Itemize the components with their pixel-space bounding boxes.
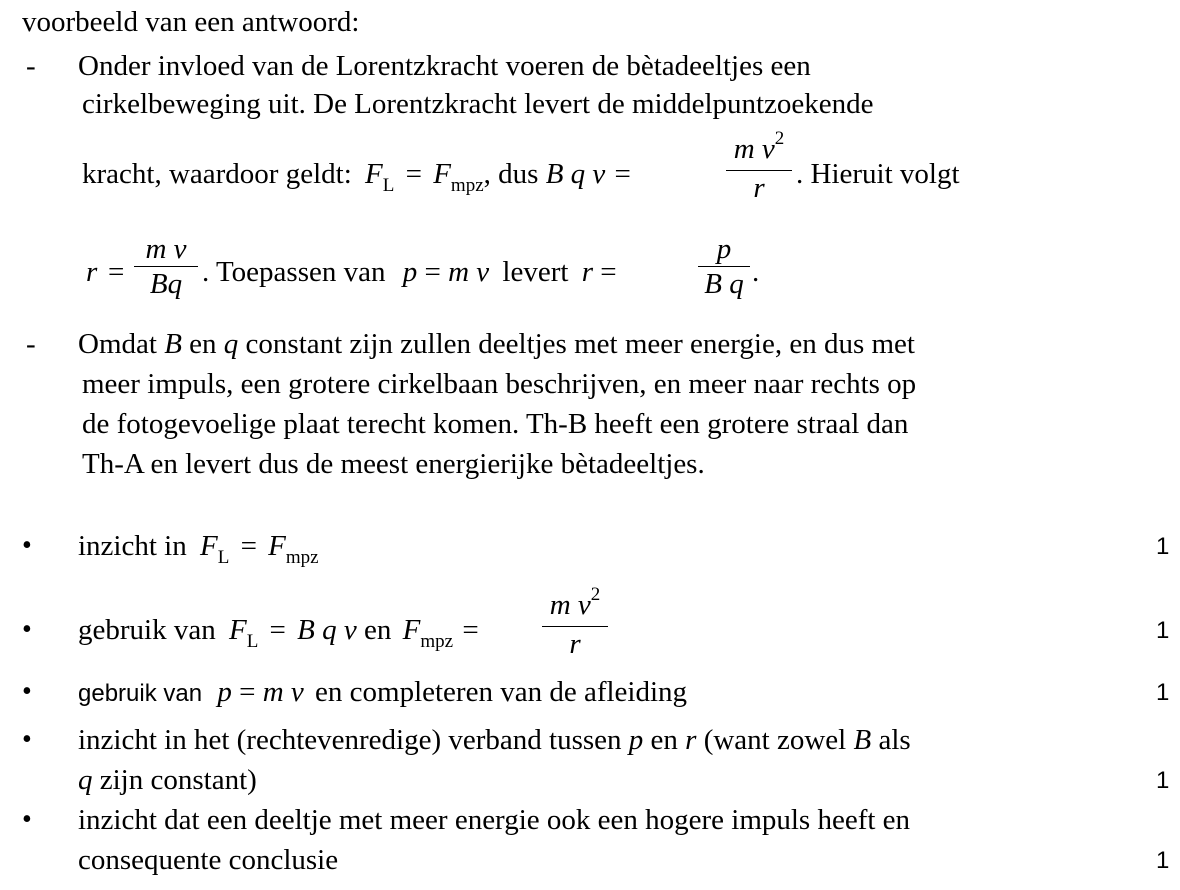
formula-sub-L: L [246, 631, 259, 652]
formula-F: F [268, 530, 286, 562]
para1-line3-text-a: kracht, waardoor geldt: [82, 158, 352, 190]
bullet-marker: • [22, 804, 32, 835]
fraction-numerator: m v [549, 589, 591, 621]
formula-sub-mpz: mpz [450, 175, 484, 196]
formula-equals: = [614, 158, 631, 190]
formula-equals: = [108, 256, 125, 288]
fraction-numerator: p [716, 233, 732, 265]
para2-line1-text-b: en [189, 328, 217, 360]
fraction-p-over-Bq [698, 232, 750, 301]
formula-mv: m v [448, 256, 490, 288]
para2-line1 [78, 328, 915, 360]
symbol-p: p [628, 724, 644, 756]
score-2: 1 [1156, 617, 1170, 644]
para2-line1-text-a: Omdat [78, 328, 157, 360]
fraction-numerator: m v [733, 133, 775, 165]
bullet-marker: • [22, 724, 32, 755]
criterion-4-text-d: als [878, 724, 911, 756]
formula-F: F [433, 158, 451, 190]
criterion-2-text-a: gebruik van [78, 614, 216, 646]
criterion-4-text-b: en [650, 724, 678, 756]
para1-line4 [202, 256, 617, 288]
formula-equals: = [462, 614, 479, 646]
para1-line2: cirkelbeweging uit. De Lorentzkracht levert de middelpuntzoekende [82, 88, 874, 120]
symbol-q: q [223, 328, 239, 360]
formula-F: F [402, 614, 421, 646]
fraction-mv-over-Bq [134, 232, 198, 301]
formula-equals: = [240, 530, 257, 562]
formula-sub-mpz: mpz [420, 631, 454, 652]
formula-r: r [86, 256, 98, 288]
criterion-4-line2 [78, 764, 257, 796]
answer-heading: voorbeeld van een antwoord: [22, 6, 360, 38]
para2-line1-text-c: constant zijn zullen deeltjes met meer energie, en dus met [245, 328, 915, 360]
criterion-4-text-c: (want zowel [703, 724, 847, 756]
formula-F: F [228, 614, 247, 646]
formula-equals: = [269, 614, 286, 646]
fraction-mv2-over-r [542, 584, 608, 661]
para1-line4-text-c: levert [502, 256, 569, 288]
para2-line4: Th-A en levert dus de meest energierijke bètadeeltjes. [82, 448, 705, 480]
bullet-marker: • [22, 614, 32, 645]
fraction-denominator: r [753, 172, 765, 204]
criterion-1-text: inzicht in [78, 530, 187, 562]
formula-Bqv: B q v [545, 158, 606, 190]
para1-line3-text-c: . Hieruit volgt [796, 158, 960, 190]
para1-line3 [82, 158, 633, 194]
bullet-marker: • [22, 676, 32, 707]
fraction-denominator: Bq [149, 268, 183, 300]
fraction-mv2-over-r [726, 128, 792, 205]
criterion-5-line1: inzicht dat een deeltje met meer energie ook een hogere impuls heeft en [78, 804, 911, 836]
para1-line3-text-b: , dus [483, 158, 539, 190]
formula-sub-mpz: mpz [285, 547, 319, 568]
formula-sub-L: L [217, 547, 230, 568]
para1-line4-text-b: . Toepassen van [202, 256, 386, 288]
formula-F: F [199, 530, 218, 562]
fraction-exponent: 2 [590, 584, 601, 605]
criterion-3-text-a: gebruik van [78, 680, 203, 707]
criterion-4-line1 [78, 724, 911, 756]
criterion-4-text-e: zijn constant) [99, 764, 257, 796]
score-5: 1 [1156, 847, 1170, 874]
formula-p: p [402, 256, 418, 288]
formula-equals: = [405, 158, 422, 190]
criterion-3 [78, 676, 687, 710]
formula-sub-L: L [382, 175, 395, 196]
fraction-denominator: r [569, 628, 581, 660]
formula-F: F [365, 158, 383, 190]
para2-line3: de fotogevoelige plaat terecht komen. Th-B heeft een grotere straal dan [82, 408, 909, 440]
criterion-3-text-b: en completeren van de afleiding [315, 676, 688, 708]
formula-equals: = [600, 256, 617, 288]
formula-p: p [217, 676, 232, 708]
criterion-1 [78, 530, 319, 566]
para2-line2: meer impuls, een grotere cirkelbaan beschrijven, en meer naar rechts op [82, 368, 917, 400]
criterion-2-text-b: en [364, 614, 392, 646]
formula-equals: = [239, 676, 256, 708]
dash-marker: - [26, 328, 36, 360]
fraction-numerator: m v [145, 233, 187, 265]
criterion-4-text-a: inzicht in het (rechtevenredige) verband tussen [78, 724, 622, 756]
formula-mv: m v [262, 676, 304, 708]
criterion-5-line2: consequente conclusie [78, 844, 339, 876]
symbol-r: r [685, 724, 697, 756]
symbol-q: q [78, 764, 93, 796]
para1-line4-text-d: . [752, 256, 760, 288]
dash-marker: - [26, 50, 36, 82]
formula-Bqv: B q v [297, 614, 357, 646]
para1-line1: Onder invloed van de Lorentzkracht voeren de bètadeeltjes een [78, 50, 811, 82]
symbol-B: B [164, 328, 182, 360]
symbol-B: B [853, 724, 872, 756]
bullet-marker: • [22, 530, 32, 561]
score-1: 1 [1156, 533, 1170, 560]
fraction-denominator: B q [704, 268, 744, 300]
criterion-2 [78, 614, 481, 650]
fraction-exponent: 2 [774, 128, 785, 149]
formula-r: r [581, 256, 593, 288]
score-3: 1 [1156, 679, 1170, 706]
formula-equals: = [424, 256, 441, 288]
score-4: 1 [1156, 767, 1170, 794]
